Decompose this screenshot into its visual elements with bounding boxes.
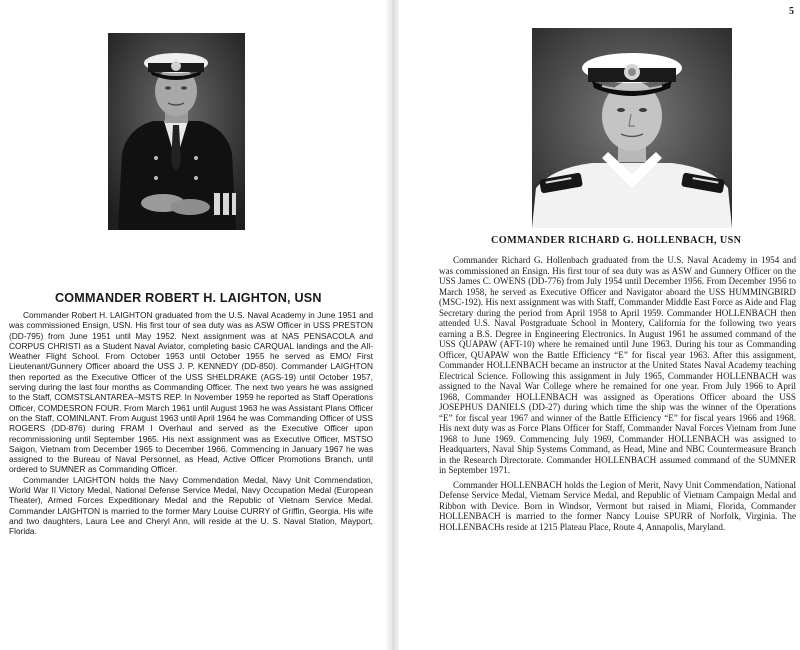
bio-heading-hollenbach: COMMANDER RICHARD G. HOLLENBACH, USN — [491, 235, 742, 246]
bio-text-laighton — [9, 310, 373, 537]
bio-paragraph: Commander Robert H. LAIGHTON graduated from the U.S. Naval Academy in June 1951 and was commissioned Ensign, USN. His first tour of sea duty was as ASW Officer in USS PRESTON (DD-795) from June 1951 until May 1952. Next assignment was at NAS PENSACOLA and CORPUS CHRISTI as a Student Naval Aviator, completing basic CARQUAL landings and the All-Weather Flight School. From October 1953 until October 1955 he served as EMO/ First Lieutenant/Gunnery Officer aboard the USS J. P. KENNEDY (DD-850). Commander LAIGHTON then reported as the Executive Officer of the USS SHELDRAKE (AGS-19) until October 1957, serving during the last four months as Commanding Officer. The next two years he was assigned to the Staff, COMSTSLANTAREA–MSTS REP. In November 1959 he reported as Staff Operations Officer, COMDESRON FOUR. From March 1961 until August 1963 he was Assistant Plans Officer on the Staff, COMINLANT. From August 1963 until April 1964 he was Commanding Officer of USS ROGERS (DD-876) during FRAM I Overhaul and served as the Executive Officer upon recommissioning until September 1965. His next assignment was as Executive Officer, MSTSO Saigon, Vietnam from December 1965 to December 1966. Commencing in January 1967 he was assigned to the Bureau of Naval Personnel, as Head, Active Officer Promotions Branch, until ordered to SUMNER as Commanding Officer. — [9, 310, 373, 475]
left-page — [0, 0, 385, 650]
book-gutter — [385, 0, 399, 650]
portrait-photo-hollenbach — [532, 28, 732, 228]
page-number: 5 — [789, 6, 794, 17]
bio-paragraph: Commander LAIGHTON holds the Navy Commendation Medal, Navy Unit Commendation, World War II Victory Medal, National Defense Service Medal, Navy Occupation Medal (European Theater), Armed Forces Expeditionary Medal and the Republic of Vietnam Service Medal. Commander LAIGHTON is married to the former Mary Louise CURRY of Griffin, Georgia. His wife and two daughters, Laura Lee and Cheryl Ann, will reside at the U. S. Naval Station, Mayport, Florida. — [9, 474, 373, 537]
bio-text-hollenbach — [439, 255, 796, 532]
portrait-photo-laighton — [108, 33, 245, 230]
right-page — [399, 0, 800, 650]
bio-paragraph: Commander HOLLENBACH holds the Legion of Merit, Navy Unit Commendation, National Defense Service Medal, Vietnam Service Medal, and Republic of Vietnam Campaign Medal and Ribbon with Device. Born in Windsor, Vermont but raised in Miami, Florida, Commander HOLLENBACH is married to the former Nancy Louise SPURR of Norfolk, Virginia. The HOLLENBACHs reside at 1215 Plateau Place, Route 4, Annapolis, Maryland. — [439, 479, 796, 532]
bio-paragraph: Commander Richard G. Hollenbach graduated from the U.S. Naval Academy in 1954 and was commissioned an Ensign. His first tour of sea duty was as ASW and Gunnery Officer on the USS James C. OWENS (DD-776) from July 1954 until December 1956. From December 1956 to March 1958, he served as Executive Officer and Navigator aboard the USS HUMMINGBIRD (MSC-192). His next assignment was with Staff, Commander Middle East Force as Aide and Flag Secretary during the period from April 1958 to April 1959. Commander HOLLENBACH then attended U.S. Naval Postgraduate School in Montery, California for the following two years earning a B.S. Degree in Engineering Electronics. In August 1961 he assumed command of the USS QUAPAW (AFT-10) where he remained until June 1963. During his tour as Commanding Officer, QUAPAW won the Battle Efficiency “E” for fiscal year 1963. After this assignment, Commander HOLLENBACH became an instructor at the United States Naval Academy teaching Electrical Science. Following this assignment in July 1965, Commander HOLLENBACH was assigned to the Naval War College where he remained for one year. From July 1966 to April 1968, Commander HOLLENBACH was assigned as Operations Officer aboard the USS JOSEPHUS DANIELS (DD-27) during which time the ship was the winner of the Operations “E” for fiscal year 1967 and winner of the Battle Efficiency “E” for fiscal years 1966 and 1968. His next duty was as Force Plans Officer for Staff, Commander Naval Forces Vietnam from June 1968 to June 1969. Commencing July 1969, Commander HOLLENBACH was assigned to Headquarters, Naval Ship Systems Command, as Head, Mine and NBC Countermeasure Branch in the Research Directorate. Commander HOLLENBACH assumed command of the SUMNER in September 1971. — [439, 255, 796, 475]
bio-heading-laighton: COMMANDER ROBERT H. LAIGHTON, USN — [55, 291, 322, 305]
